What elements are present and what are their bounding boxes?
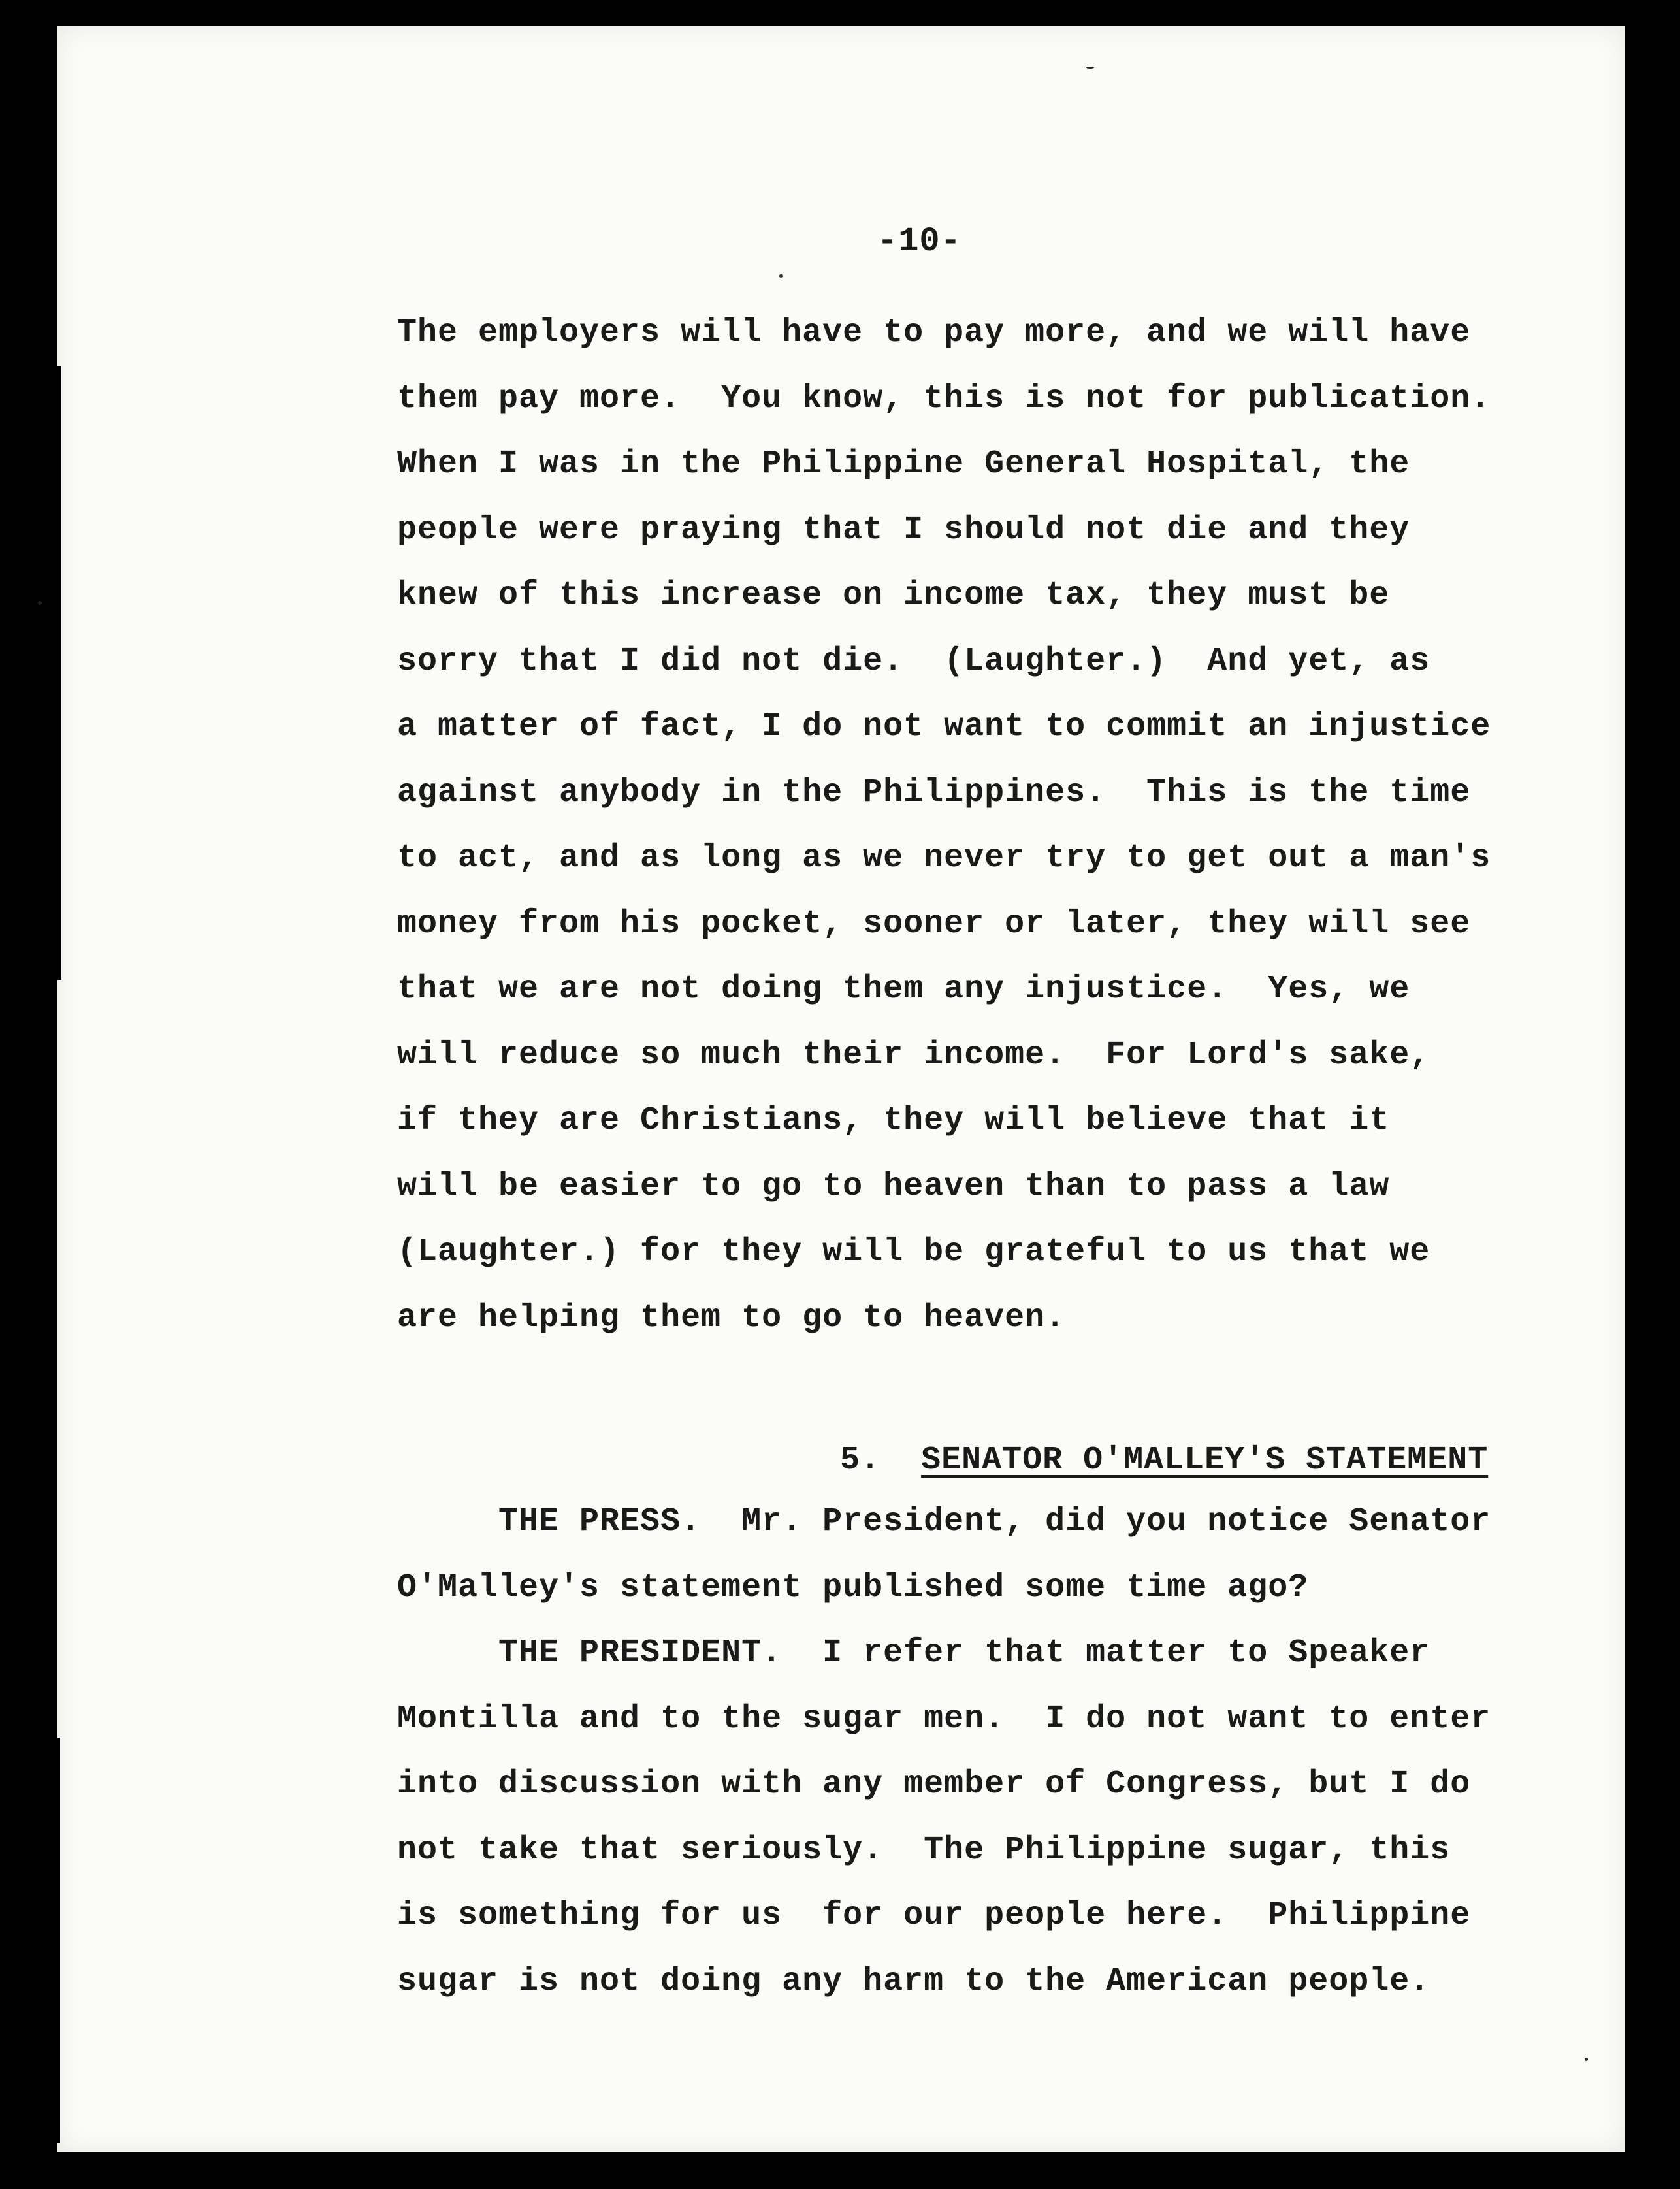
text-line: will reduce so much their income. For Lord's sake, <box>397 1036 1430 1074</box>
text-line: to act, and as long as we never try to get out a man's <box>397 839 1491 877</box>
text-line: knew of this increase on income tax, they must be <box>397 577 1390 614</box>
text-line: The employers will have to pay more, and we will have <box>397 314 1471 351</box>
text-line: sugar is not doing any harm to the American people. <box>397 1962 1430 2000</box>
section-heading <box>678 1404 1488 1516</box>
text-line: people were praying that I should not die and they <box>397 511 1410 549</box>
text-line: will be easier to go to heaven than to pass a law <box>397 1167 1390 1205</box>
text-line: into discussion with any member of Congress, but I do <box>397 1766 1471 1803</box>
scan-speck <box>38 601 42 605</box>
text-line: against anybody in the Philippines. This is the time <box>397 773 1471 811</box>
section-number: 5. <box>840 1442 881 1479</box>
text-line: Montilla and to the sugar men. I do not want to enter <box>397 1700 1491 1738</box>
document-page <box>57 26 1625 2152</box>
text-line: is something for us for our people here. Philippine <box>397 1897 1471 1934</box>
text-line: them pay more. You know, this is not for publication. <box>397 380 1491 417</box>
text-line: sorry that I did not die. (Laughter.) And yet, as <box>397 642 1430 680</box>
scan-speck <box>779 274 783 278</box>
text-line: O'Malley's statement published some time ago? <box>397 1568 1309 1606</box>
text-line: are helping them to go to heaven. <box>397 1299 1066 1337</box>
text-line: money from his pocket, sooner or later, they will see <box>397 905 1471 943</box>
text-line: a matter of fact, I do not want to commit an injustice <box>397 708 1491 745</box>
text-line: When I was in the Philippine General Hospital, the <box>397 446 1410 483</box>
text-line: THE PRESIDENT. I refer that matter to Speaker <box>397 1634 1430 1672</box>
scan-speck <box>1585 2058 1588 2061</box>
text-line: not take that seriously. The Philippine sugar, this <box>397 1831 1451 1869</box>
typed-text <box>57 26 1625 2152</box>
page-number: -10- <box>877 222 961 261</box>
text-line: if they are Christians, they will believe that it <box>397 1102 1390 1139</box>
text-line: (Laughter.) for they will be grateful to us that we <box>397 1233 1430 1271</box>
scan-speck <box>1086 67 1094 69</box>
text-line: THE PRESS. Mr. President, did you notice Senator <box>397 1503 1491 1540</box>
text-line: that we are not doing them any injustice. Yes, we <box>397 971 1410 1008</box>
section-title: SENATOR O'MALLEY'S STATEMENT <box>921 1442 1489 1479</box>
